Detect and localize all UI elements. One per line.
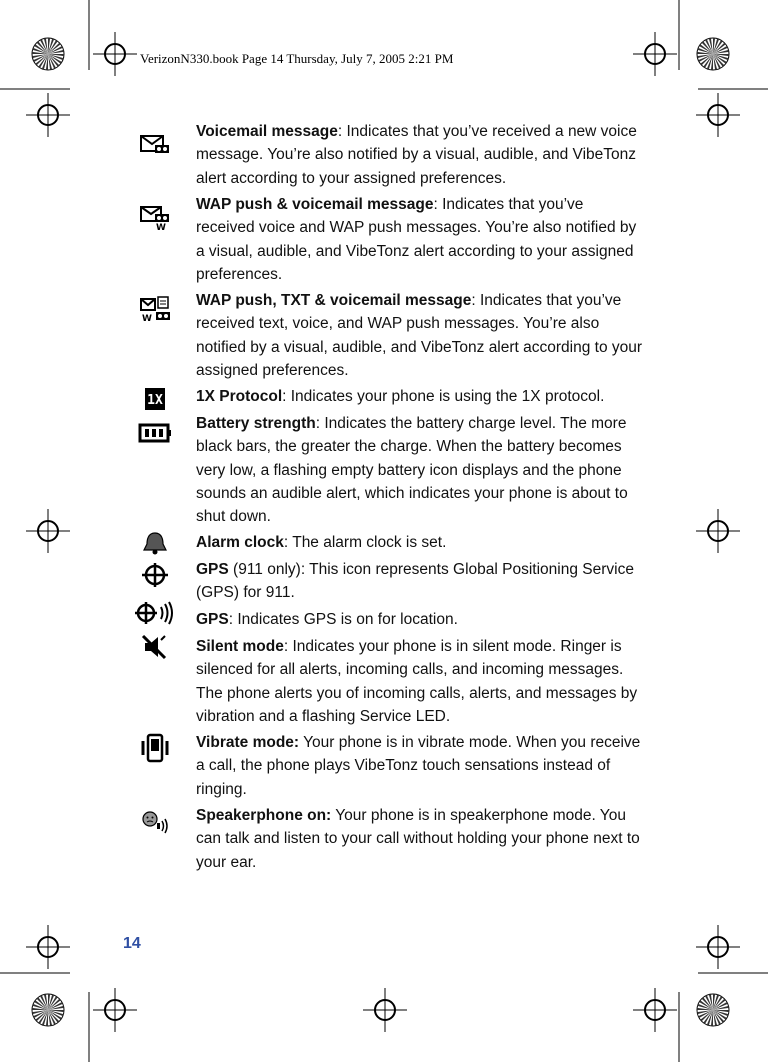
registration-target xyxy=(26,925,70,969)
battery-icon xyxy=(137,420,173,446)
registration-target xyxy=(363,988,407,1032)
star-target xyxy=(697,38,729,70)
1x-protocol-icon xyxy=(137,386,173,412)
registration-target xyxy=(26,509,70,553)
svg-text:W: W xyxy=(156,223,166,230)
silent-mode-icon xyxy=(137,634,173,660)
registration-target xyxy=(93,988,137,1032)
term-vibrate-mode: Vibrate mode: xyxy=(196,734,300,751)
entry-silent-mode xyxy=(196,635,646,728)
term-speakerphone: Speakerphone on: xyxy=(196,807,332,824)
entry-vibrate-mode xyxy=(196,731,646,801)
registration-target xyxy=(696,925,740,969)
speakerphone-icon xyxy=(137,808,173,834)
gps-location-icon xyxy=(133,600,177,626)
svg-text:W: W xyxy=(142,314,152,322)
desc-gps-location: : Indicates GPS is on for location. xyxy=(228,611,458,628)
entry-wap-voicemail xyxy=(196,193,646,286)
star-target xyxy=(697,994,729,1026)
registration-target xyxy=(26,93,70,137)
desc-speakerphone: Your phone is in speakerphone mode. You can talk and listen to your call without holding your phone next to your ear. xyxy=(196,807,640,871)
vibrate-mode-icon xyxy=(137,733,173,759)
term-wap-txt-voicemail: WAP push, TXT & voicemail message xyxy=(196,292,472,309)
desc-voicemail: : Indicates that you’ve received a new voice message. You’re also notified by a visual, audible, and VibeTonz alert according to your assigned preferences. xyxy=(196,123,637,187)
alarm-bell-icon xyxy=(137,530,173,556)
registration-target xyxy=(696,93,740,137)
registration-target xyxy=(633,32,677,76)
desc-alarm: : The alarm clock is set. xyxy=(283,534,447,551)
entry-1x-protocol xyxy=(196,385,646,408)
1x-icon-label: 1X xyxy=(147,393,163,408)
entry-wap-txt-voicemail xyxy=(196,289,646,382)
voicemail-icon xyxy=(137,132,173,158)
term-wap-voicemail: WAP push & voicemail message xyxy=(196,196,434,213)
entry-battery xyxy=(196,412,646,528)
term-gps-location: GPS xyxy=(196,611,229,628)
wap-voicemail-icon xyxy=(137,204,173,230)
entry-alarm xyxy=(196,531,646,554)
gps-icon xyxy=(137,562,173,588)
registration-target xyxy=(633,988,677,1032)
desc-1x-protocol: : Indicates your phone is using the 1X protocol. xyxy=(282,388,605,405)
term-gps-911: GPS xyxy=(196,561,229,578)
desc-silent-mode: : Indicates your phone is in silent mode. Ringer is silenced for all alerts, incoming calls, and incoming messages. The phone alerts you of incoming calls, alerts, and messages by vibration and a flashing Service LED. xyxy=(196,638,638,725)
entry-voicemail xyxy=(196,120,646,190)
registration-target xyxy=(93,32,137,76)
desc-wap-txt-voicemail: : Indicates that you’ve received text, voice, and WAP push messages. You’re also notified by a visual, audible, and VibeTonz alert according to your assigned preferences. xyxy=(196,292,643,379)
page-number: 14 xyxy=(123,935,141,952)
term-silent-mode: Silent mode xyxy=(196,638,284,655)
desc-battery: : Indicates the battery charge level. The more black bars, the greater the charge. When the battery becomes very low, a flashing empty battery icon displays and the phone sounds an audible alert, which indicates your phone is about to shut down. xyxy=(196,415,628,526)
term-alarm: Alarm clock xyxy=(196,534,284,551)
running-header: VerizonN330.book Page 14 Thursday, July 7, 2005 2:21 PM xyxy=(140,51,454,66)
registration-target xyxy=(696,509,740,553)
term-battery: Battery strength xyxy=(196,415,316,432)
entry-gps-911 xyxy=(196,558,646,605)
star-target xyxy=(32,38,64,70)
term-1x-protocol: 1X Protocol xyxy=(196,388,283,405)
term-voicemail: Voicemail message xyxy=(196,123,338,140)
star-target xyxy=(32,994,64,1026)
desc-vibrate-mode: Your phone is in vibrate mode. When you receive a call, the phone plays VibeTonz touch sensations instead of ringing. xyxy=(196,734,641,798)
desc-gps-911: (911 only): This icon represents Global Positioning Service (GPS) for 911. xyxy=(196,561,634,602)
wap-txt-voicemail-icon xyxy=(137,296,173,322)
desc-wap-voicemail: : Indicates that you’ve received voice and WAP push messages. You’re also notified by a visual, audible, and VibeTonz alert according to your assigned preferences. xyxy=(196,196,637,283)
entry-speakerphone xyxy=(196,804,646,874)
entry-gps-location xyxy=(196,608,646,631)
